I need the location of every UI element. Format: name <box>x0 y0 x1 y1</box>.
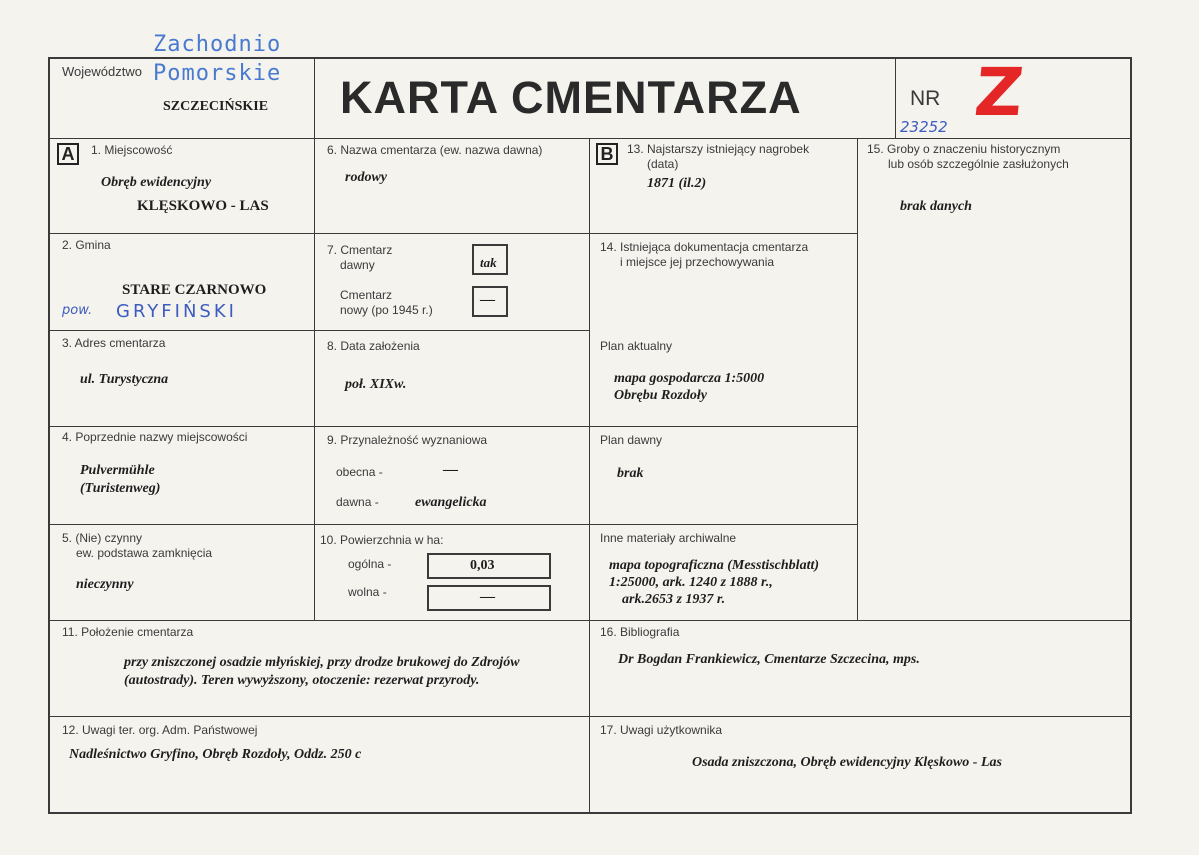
f2-pow-value: GRYFIŃSKI <box>116 301 237 322</box>
stamp-zachodnio: Zachodnio <box>153 32 282 57</box>
f9-dawna-value: ewangelicka <box>415 495 487 510</box>
grid-line <box>49 330 589 331</box>
f14-plan-dawny-value: brak <box>617 466 644 481</box>
f9-obecna-value: — <box>443 462 458 478</box>
f10-label: 10. Powierzchnia w ha: <box>320 533 444 547</box>
section-a-badge: A <box>57 143 79 165</box>
f17-label: 17. Uwagi użytkownika <box>600 723 723 737</box>
f14-inne-label: Inne materiały archiwalne <box>600 531 737 545</box>
f14-inne-value1: mapa topograficzna (Messtischblatt) <box>609 558 820 573</box>
section-b-badge: B <box>596 143 618 165</box>
nr-letter: Z <box>971 54 1027 131</box>
f11-value-line1: przy zniszczonej osadzie młyńskiej, przy drodze brukowej do Zdrojów <box>124 655 520 670</box>
f1-value-line2: KLĘSKOWO - LAS <box>137 198 269 214</box>
grid-line <box>857 138 858 620</box>
f16-label: 16. Bibliografia <box>600 625 680 639</box>
f6-label: 6. Nazwa cmentarza (ew. nazwa dawna) <box>327 143 543 157</box>
f14-plan-dawny-label: Plan dawny <box>600 433 663 447</box>
f7-label-line1: 7. Cmentarz <box>327 243 393 257</box>
card-title: KARTA CMENTARZA <box>340 72 802 123</box>
f9-label: 9. Przynależność wyznaniowa <box>327 433 488 447</box>
f14-label-line1: 14. Istniejąca dokumentacja cmentarza <box>600 240 809 254</box>
f17-value: Osada zniszczona, Obręb ewidencyjny Klęskowo - Las <box>692 755 1002 770</box>
f10-ogolna-label: ogólna - <box>348 557 392 571</box>
f5-label-line1: 5. (Nie) czynny <box>62 531 143 545</box>
f10-ogolna-value: 0,03 <box>470 558 495 573</box>
f14-plan-aktualny-value1: mapa gospodarcza 1:5000 <box>614 371 765 386</box>
f8-label: 8. Data założenia <box>327 339 420 353</box>
f15-value: brak danych <box>900 199 972 214</box>
f9-obecna-label: obecna - <box>336 465 383 479</box>
f3-label: 3. Adres cmentarza <box>62 336 166 350</box>
f10-wolna-label: wolna - <box>348 585 387 599</box>
f3-value: ul. Turystyczna <box>80 372 169 387</box>
f2-pow-prefix: pow. <box>62 303 93 318</box>
grid-line <box>49 233 857 234</box>
f15-label-line1: 15. Groby o znaczeniu historycznym <box>867 142 1061 156</box>
grid-line <box>49 620 1131 621</box>
f5-value: nieczynny <box>76 577 134 592</box>
f7-label-line4: nowy (po 1945 r.) <box>340 303 433 317</box>
f11-label: 11. Położenie cmentarza <box>62 625 194 639</box>
f6-value: rodowy <box>345 170 387 185</box>
f2-label: 2. Gmina <box>62 238 111 252</box>
f4-label: 4. Poprzednie nazwy miejscowości <box>62 430 248 444</box>
f14-inne-value2: 1:25000, ark. 1240 z 1888 r., <box>609 575 773 590</box>
f4-value-line1: Pulvermühle <box>80 463 155 478</box>
f4-value-line2: (Turistenweg) <box>80 481 161 496</box>
woj-value: SZCZECIŃSKIE <box>163 99 269 114</box>
grid-line <box>49 524 857 525</box>
f11-value-line2: (autostrady). Teren wywyższony, otoczenie: rezerwat przyrody. <box>124 673 480 688</box>
nr-number: 23252 <box>900 118 948 136</box>
nr-label: NR <box>910 87 941 110</box>
f13-value: 1871 (il.2) <box>647 176 707 191</box>
grid-line <box>895 58 896 138</box>
grid-line <box>589 138 590 813</box>
f7-nowy-value: — <box>480 292 495 308</box>
grid-line <box>49 716 1131 717</box>
woj-label: Województwo <box>62 64 142 79</box>
f10-wolna-value: — <box>480 589 495 605</box>
f12-label: 12. Uwagi ter. org. Adm. Państwowej <box>62 723 258 737</box>
f5-label-line2: ew. podstawa zamknięcia <box>76 546 213 560</box>
f1-value-line1: Obręb ewidencyjny <box>101 175 212 190</box>
f7-dawny-value: tak <box>480 255 497 270</box>
f13-label-line2: (data) <box>647 157 679 171</box>
f14-plan-aktualny-value2: Obrębu Rozdoły <box>614 388 707 403</box>
f8-value: poł. XIXw. <box>345 377 407 392</box>
f14-inne-value3: ark.2653 z 1937 r. <box>622 592 726 607</box>
f13-label-line1: 13. Najstarszy istniejący nagrobek <box>627 142 810 156</box>
f14-plan-aktualny-label: Plan aktualny <box>600 339 673 353</box>
grid-line <box>49 426 857 427</box>
f16-value: Dr Bogdan Frankiewicz, Cmentarze Szczecina, mps. <box>618 652 920 667</box>
f15-label-line2: lub osób szczególnie zasłużonych <box>888 157 1069 171</box>
f1-label: 1. Miejscowość <box>91 143 173 157</box>
grid-line <box>314 58 315 620</box>
grid-line <box>49 138 1131 139</box>
f2-value: STARE CZARNOWO <box>122 282 267 298</box>
f12-value: Nadleśnictwo Gryfino, Obręb Rozdoły, Oddz. 250 c <box>69 747 362 762</box>
f7-label-line3: Cmentarz <box>340 288 393 302</box>
stamp-pomorskie: Pomorskie <box>153 61 282 86</box>
f7-label-line2: dawny <box>340 258 375 272</box>
f9-dawna-label: dawna - <box>336 495 379 509</box>
f14-label-line2: i miejsce jej przechowywania <box>620 255 775 269</box>
